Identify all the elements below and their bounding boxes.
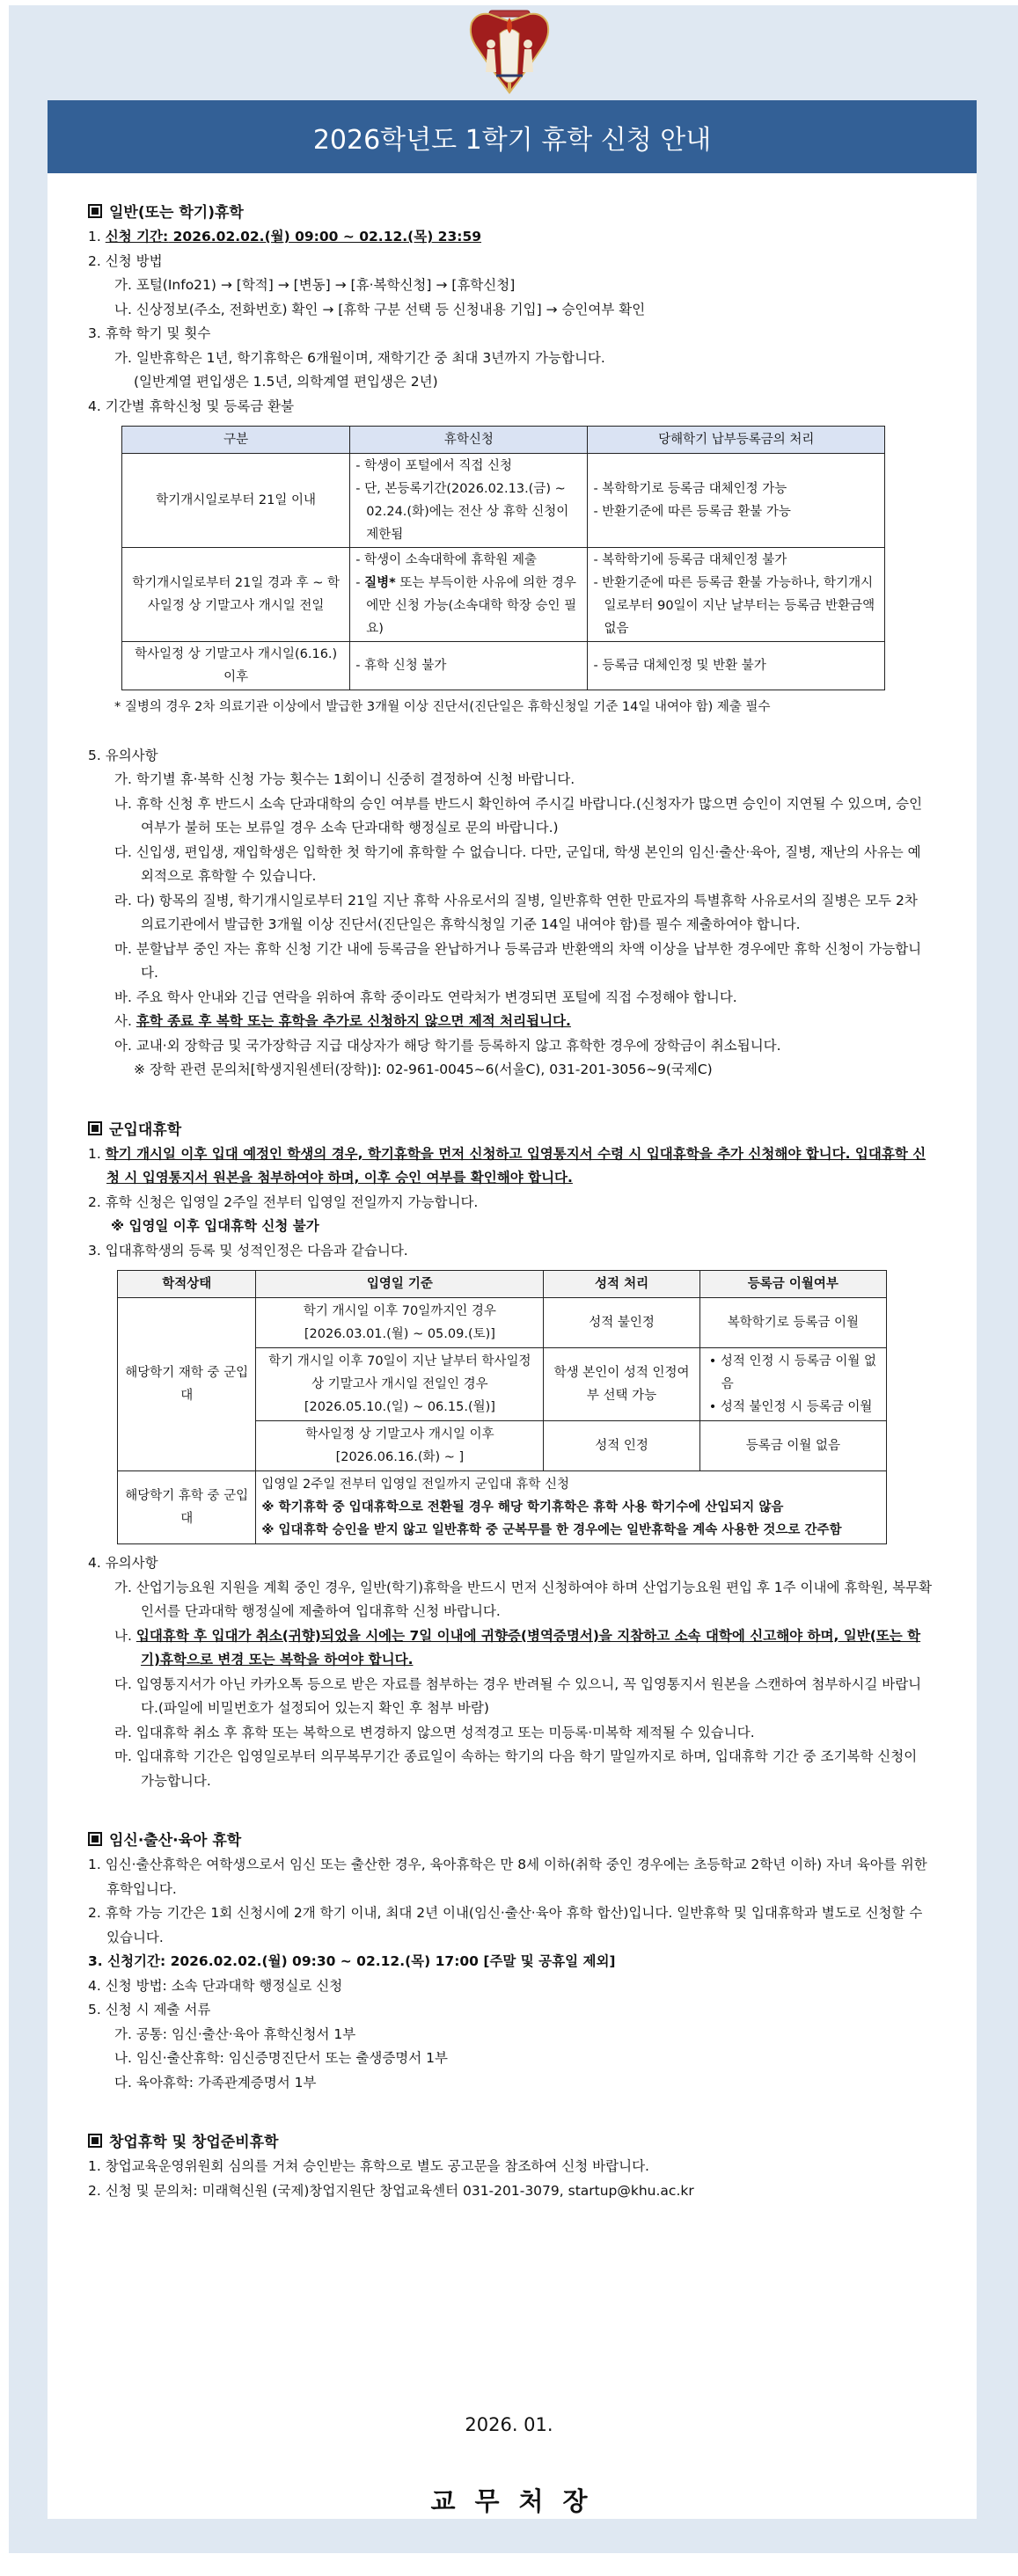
status-cell: 해당학기 재학 중 군입대 bbox=[118, 1298, 256, 1471]
page-title-banner bbox=[48, 100, 977, 173]
list-item bbox=[114, 792, 933, 841]
tuition-cell bbox=[699, 1348, 886, 1421]
period-cell: 학기개시일로부터 21일 이내 bbox=[122, 454, 350, 548]
item-number: 3. bbox=[88, 1242, 101, 1259]
item-text: 입대휴학 취소 후 휴학 또는 복학으로 변경하지 않으면 성적경고 또는 미등록·미복학 제적될 수 있습니다. bbox=[135, 1724, 755, 1740]
item-text: 산업기능요원 지원을 계획 중인 경우, 일반(학기)휴학을 반드시 먼저 신청하여야 하며 산업기능요원 편입 후 1주 이내에 휴학원, 복무확인서를 단과대학 행정실에 제출하여 입대휴학 신청 바랍니다. bbox=[135, 1579, 933, 1619]
list-item bbox=[114, 1721, 933, 1746]
contact-text: 신청 및 문의처: 미래혁신원 (국제)창업지원단 창업교육센터 031-201-3079, startup@khu.ac.kr bbox=[105, 2182, 694, 2199]
cell-line: - 복학학기로 등록금 대체인정 가능 bbox=[593, 482, 787, 496]
column-header: 입영일 기준 bbox=[256, 1271, 544, 1298]
item-text: 신청 시 제출 서류 bbox=[105, 2002, 211, 2018]
section-startup-leave bbox=[88, 2130, 933, 2203]
military-registration-table bbox=[117, 1270, 887, 1544]
tuition-cell: 복학학기로 등록금 이월 bbox=[699, 1298, 886, 1348]
section-heading bbox=[88, 201, 933, 225]
criteria-text: 학기 개시일 이후 70일이 지난 날부터 학사일정 상 기말고사 개시일 전일인 경우 bbox=[268, 1354, 531, 1391]
status-cell: 해당학기 휴학 중 군입대 bbox=[118, 1471, 256, 1544]
spacer bbox=[88, 2095, 933, 2130]
spacer bbox=[88, 1793, 933, 1828]
item-text: 입대휴학 기간은 입영일로부터 의무복무기간 종료일이 속하는 학기의 다음 학기 말일까지로 하며, 입대휴학 기간 중 조기복학 신청이 가능합니다. bbox=[135, 1748, 918, 1789]
cell-text: 또는 부득이한 사유에 의한 경우에만 신청 가능(소속대학 학장 승인 필요) bbox=[366, 576, 577, 636]
item-number: 5. bbox=[88, 747, 101, 763]
issue-date: 2026. 01. bbox=[465, 2414, 553, 2435]
table-row bbox=[122, 548, 885, 642]
tuition-cell bbox=[588, 642, 885, 690]
item-text: 학기별 휴·복학 신청 가능 횟수는 1회이니 신중히 결정하여 신청 바랍니다. bbox=[135, 771, 575, 787]
section-title-text: 군입대휴학 bbox=[109, 1120, 182, 1139]
table-row bbox=[118, 1471, 887, 1544]
item-text: 임신·출산휴학은 여학생으로서 임신 또는 출산한 경우, 육아휴학은 만 8세 이하(취학 중인 경우에는 초등학교 2학년 이하) 자녀 육아를 위한 휴학입니다. bbox=[105, 1857, 927, 1897]
item-mark: 바. bbox=[114, 989, 132, 1005]
item-mark: 가. bbox=[114, 277, 132, 293]
item-text: 일반휴학은 1년, 학기휴학은 6개월이며, 재학기간 중 최대 3년까지 가능합니다. bbox=[135, 349, 605, 366]
criteria-text: 학사일정 상 기말고사 개시일 이후 bbox=[305, 1427, 494, 1441]
item-text: 입대휴학생의 등록 및 성적인정은 다음과 같습니다. bbox=[105, 1242, 408, 1259]
list-item bbox=[88, 1998, 933, 2023]
list-item bbox=[114, 938, 933, 986]
item-text: 임신·출산휴학: 임신증명진단서 또는 출생증명서 1부 bbox=[135, 2050, 448, 2066]
item-mark: 나. bbox=[114, 301, 132, 317]
cautions-heading bbox=[88, 1551, 933, 1576]
refund-heading bbox=[88, 395, 933, 420]
period-value: 2026.02.02.(월) 09:00 ~ 02.12.(목) 23:59 bbox=[168, 229, 482, 244]
grade-cell: 성적 불인정 bbox=[544, 1298, 699, 1348]
item-mark: 마. bbox=[114, 1748, 132, 1764]
period-cell: 학사일정 상 기말고사 개시일(6.16.) 이후 bbox=[122, 642, 350, 690]
item-mark: 라. bbox=[114, 1724, 132, 1740]
list-item bbox=[88, 1191, 933, 1215]
tuition-cell bbox=[588, 548, 885, 642]
list-item bbox=[88, 1974, 933, 1999]
item-text: 공통: 임신·출산·육아 휴학신청서 1부 bbox=[135, 2025, 356, 2042]
item-text: 분할납부 중인 자는 휴학 신청 기간 내에 등록금을 완납하거나 등록금과 반환액의 차액 이상을 납부한 경우에만 휴학 신청이 가능합니다. bbox=[135, 940, 922, 981]
column-header: 등록금 이월여부 bbox=[699, 1271, 886, 1298]
list-item bbox=[114, 768, 933, 792]
square-bullet-icon bbox=[88, 1121, 102, 1135]
item-number: 2. bbox=[88, 1905, 101, 1921]
item-text: 신입생, 편입생, 재입학생은 입학한 첫 학기에 휴학할 수 없습니다. 다만, 군입대, 학생 본인의 임신·출산·육아, 질병, 재난의 사유는 예외적으로 휴학할 수 있습니다. bbox=[135, 843, 921, 884]
apply-cell bbox=[350, 454, 588, 548]
item-mark: 다. bbox=[114, 1675, 132, 1692]
item-mark: 가. bbox=[114, 2025, 132, 2042]
application-period bbox=[88, 225, 933, 250]
grade-cell: 성적 인정 bbox=[544, 1421, 699, 1471]
square-bullet-icon bbox=[88, 204, 102, 218]
list-item bbox=[114, 986, 933, 1011]
expulsion-warning: 휴학 종료 후 복학 또는 휴학을 추가로 신청하지 않으면 제적 처리됩니다. bbox=[135, 1013, 571, 1029]
list-item bbox=[114, 1673, 933, 1721]
section-heading bbox=[88, 2130, 933, 2155]
date-range: [2026.05.10.(일) ~ 06.15.(월)] bbox=[304, 1400, 495, 1414]
list-item bbox=[114, 1624, 933, 1673]
list-item bbox=[114, 274, 933, 298]
table-header-row bbox=[122, 427, 885, 454]
list-item bbox=[114, 889, 933, 938]
tuition-cell: 등록금 이월 없음 bbox=[699, 1421, 886, 1471]
table-row bbox=[122, 454, 885, 548]
item-mark: 사. bbox=[114, 1013, 132, 1029]
item-text: 휴학 가능 기간은 1회 신청시에 2개 학기 이내, 최대 2년 이내(임신·출산·육아 휴학 합산)입니다. 일반휴학 및 입대휴학과 별도로 신청할 수 있습니다. bbox=[105, 1905, 923, 1945]
list-item bbox=[114, 1034, 933, 1059]
list-item bbox=[114, 1576, 933, 1624]
cautions-heading bbox=[88, 744, 933, 769]
item-number: 5. bbox=[88, 2002, 101, 2018]
square-bullet-icon bbox=[88, 1832, 102, 1846]
item-number: 4. bbox=[88, 398, 101, 414]
criteria-cell bbox=[256, 1298, 544, 1348]
transfer-student-note: (일반계열 편입생은 1.5년, 의학계열 편입생은 2년) bbox=[134, 374, 438, 390]
item-text: 육아휴학: 가족관계증명서 1부 bbox=[135, 2074, 317, 2091]
item-mark: 나. bbox=[114, 795, 132, 812]
criteria-cell bbox=[256, 1421, 544, 1471]
section-title-text: 일반(또는 학기)휴학 bbox=[109, 204, 244, 222]
column-header: 구분 bbox=[122, 427, 350, 454]
section-title-text: 임신·출산·육아 휴학 bbox=[109, 1832, 242, 1850]
item-number: 1. bbox=[88, 1145, 101, 1162]
table-row bbox=[122, 642, 885, 690]
bullet-item: • 성적 불인정 시 등록금 이월 bbox=[708, 1400, 873, 1414]
item-mark: 다. bbox=[114, 2074, 132, 2091]
period-label-value bbox=[106, 229, 481, 244]
item-text: 교내·외 장학금 및 국가장학금 지급 대상자가 해당 학기를 등록하지 않고 휴학한 경우에 장학금이 취소됩니다. bbox=[135, 1037, 781, 1054]
item-number: 2. bbox=[88, 252, 101, 269]
tuition-cell bbox=[588, 454, 885, 548]
column-header: 휴학신청 bbox=[350, 427, 588, 454]
table-row bbox=[118, 1298, 887, 1348]
section-heading bbox=[88, 1828, 933, 1853]
section-title-text: 창업휴학 및 창업준비휴학 bbox=[109, 2134, 279, 2151]
item-text: 주요 학사 안내와 긴급 연락을 위하여 휴학 중이라도 연락처가 변경되면 포털에 직접 수정해야 합니다. bbox=[135, 989, 737, 1005]
list-item bbox=[114, 1010, 933, 1034]
cell-line: - 반환기준에 따른 등록금 환불 가능하나, 학기개시일로부터 90일이 지난 날부터는 등록금 반환금액 없음 bbox=[593, 576, 875, 636]
item-number: 3. bbox=[88, 325, 101, 341]
item-number: 4. bbox=[88, 1555, 101, 1571]
apply-cell bbox=[350, 642, 588, 690]
period-label: 신청 기간: bbox=[105, 229, 169, 244]
item-label: 유의사항 bbox=[105, 747, 158, 763]
cell-line: - 학생이 소속대학에 휴학원 제출 bbox=[355, 553, 538, 567]
item-number: 4. bbox=[88, 1977, 101, 1994]
no-application-after-enlistment-note: ※ 입영일 이후 입대휴학 신청 불가 bbox=[111, 1218, 319, 1234]
leave-terms bbox=[88, 322, 933, 347]
spacer bbox=[88, 720, 933, 744]
item-number: 2. bbox=[88, 2182, 101, 2199]
list-item bbox=[114, 1745, 933, 1793]
cell-line: - 복학학기에 등록금 대체인정 불가 bbox=[593, 553, 787, 567]
illness-emphasis: 질병* bbox=[364, 576, 396, 590]
list-item bbox=[114, 298, 933, 323]
bullet-item: • 성적 인정 시 등록금 이월 없음 bbox=[708, 1354, 877, 1391]
item-mark: 가. bbox=[114, 771, 132, 787]
item-mark: 가. bbox=[114, 1579, 132, 1595]
list-item bbox=[114, 2047, 933, 2071]
criteria-text: 학기 개시일 이후 70일까지인 경우 bbox=[303, 1304, 496, 1318]
item-number: 1. bbox=[88, 2158, 101, 2174]
list-item bbox=[88, 1239, 933, 1264]
university-emblem-icon bbox=[465, 7, 554, 95]
military-procedure-emphasis: 학기 개시일 이후 입대 예정인 학생의 경우, 학기휴학을 먼저 신청하고 입영통지서 수령 시 입대휴학을 추가 신청해야 합니다. 입대휴학 신청 시 입영통지서 원본을 첨부하여야 하며, 이후 승인 여부를 확인해야 합니다. bbox=[105, 1145, 926, 1186]
cell-line: - 휴학 신청 불가 bbox=[355, 659, 447, 673]
item-mark: 다. bbox=[114, 843, 132, 860]
bullet-text: 성적 인정 시 등록금 이월 없음 bbox=[720, 1354, 877, 1391]
item-text: 창업교육운영위원회 심의를 거쳐 승인받는 휴학으로 별도 공고문을 참조하여 신청 바랍니다. bbox=[105, 2158, 649, 2174]
section-general-leave bbox=[88, 201, 933, 1083]
item-number: 1. bbox=[88, 229, 101, 244]
spacer bbox=[88, 1083, 933, 1118]
cancellation-warning: 입대휴학 후 입대가 취소(귀향)되었을 시에는 7일 이내에 귀향증(병역증명서)을 지참하고 소속 대학에 신고해야 하며, 일반(또는 학기)휴학으로 변경 또는 복학을 하여야 합니다. bbox=[135, 1627, 921, 1667]
section-parental-leave bbox=[88, 1828, 933, 2095]
list-item bbox=[88, 2155, 933, 2179]
cell-line: - 질병* 또는 부득이한 사유에 의한 경우에만 신청 가능(소속대학 학장 승인 필요) bbox=[355, 576, 577, 636]
list-item bbox=[114, 2023, 933, 2047]
cell-line: - 학생이 포털에서 직접 신청 bbox=[355, 459, 513, 473]
illness-footnote: * 질병의 경우 2차 의료기관 이상에서 발급한 3개월 이상 진단서(진단일은 휴학신청일 기준 14일 내여야 함) 제출 필수 bbox=[114, 700, 771, 714]
item-mark: 아. bbox=[114, 1037, 132, 1054]
period-cell: 학기개시일로부터 21일 경과 후 ~ 학사일정 상 기말고사 개시일 전일 bbox=[122, 548, 350, 642]
parental-period-text: 신청기간: 2026.02.02.(월) 09:30 ~ 02.12.(목) 17:00 [주말 및 공휴일 제외] bbox=[107, 1953, 616, 1969]
grade-cell: 학생 본인이 성적 인정여부 선택 가능 bbox=[544, 1348, 699, 1421]
leave-during-term-cell bbox=[256, 1471, 887, 1544]
cell-note: ※ 학기휴학 중 입대휴학으로 전환될 경우 해당 학기휴학은 휴학 사용 학기수에 산입되지 않음 bbox=[261, 1500, 784, 1514]
item-label: 기간별 휴학신청 및 등록금 환불 bbox=[105, 398, 295, 414]
item-label: 휴학 학기 및 횟수 bbox=[105, 325, 211, 341]
list-item bbox=[114, 841, 933, 889]
apply-cell bbox=[350, 548, 588, 642]
document-content bbox=[88, 201, 933, 2203]
item-mark: 가. bbox=[114, 349, 132, 366]
page-title: 2026학년도 1학기 휴학 신청 안내 bbox=[312, 124, 712, 156]
list-item bbox=[114, 2071, 933, 2096]
issuer-signature: 교무처장 bbox=[430, 2486, 607, 2516]
table-header-row bbox=[118, 1271, 887, 1298]
column-header: 당해학기 납부등록금의 처리 bbox=[588, 427, 885, 454]
item-mark: 나. bbox=[114, 1627, 132, 1644]
column-header: 학적상태 bbox=[118, 1271, 256, 1298]
column-header: 성적 처리 bbox=[544, 1271, 699, 1298]
item-text: 휴학 신청은 입영일 2주일 전부터 입영일 전일까지 가능합니다. bbox=[105, 1193, 479, 1210]
cell-line: - 등록금 대체인정 및 반환 불가 bbox=[593, 659, 766, 673]
item-number: 2. bbox=[88, 1193, 101, 1210]
bullet-text: 성적 불인정 시 등록금 이월 bbox=[720, 1400, 873, 1414]
list-item bbox=[88, 1950, 933, 1974]
section-military-leave bbox=[88, 1118, 933, 1794]
cell-text: 입영일 2주일 전부터 입영일 전일까지 군입대 휴학 신청 bbox=[261, 1478, 570, 1492]
application-method bbox=[88, 250, 933, 274]
item-text: 휴학 신청 후 반드시 소속 단과대학의 승인 여부를 반드시 확인하여 주시길 바랍니다.(신청자가 많으면 승인이 지연될 수 있으며, 승인 여부가 불허 또는 보류일 경우 소속 단과대학 행정실로 문의 바랍니다.) bbox=[135, 795, 923, 836]
cell-line: - 반환기준에 따른 등록금 환불 가능 bbox=[593, 505, 791, 519]
item-mark: 나. bbox=[114, 2050, 132, 2066]
portal-path-text: 포털(Info21) → [학적] → [변동] → [휴·복학신청] → [휴학신청] bbox=[135, 277, 516, 293]
list-item bbox=[88, 1901, 933, 1950]
item-mark: 라. bbox=[114, 892, 132, 909]
item-label: 유의사항 bbox=[105, 1555, 158, 1571]
criteria-cell bbox=[256, 1348, 544, 1421]
square-bullet-icon bbox=[88, 2134, 102, 2148]
item-mark: 마. bbox=[114, 940, 132, 957]
item-text: 입영통지서가 아닌 카카오톡 등으로 받은 자료를 첨부하는 경우 반려될 수 있으니, 꼭 입영통지서 원본을 스캔하여 첨부하시길 바랍니다.(파일에 비밀번호가 설정되어 있는지 확인 후 첨부 바람) bbox=[135, 1675, 922, 1716]
item-number: 3. bbox=[88, 1953, 103, 1969]
cell-note: ※ 입대휴학 승인을 받지 않고 일반휴학 중 군복무를 한 경우에는 일반휴학을 계속 사용한 것으로 간주함 bbox=[261, 1523, 842, 1537]
list-item bbox=[88, 1142, 933, 1191]
item-text: 다) 항목의 질병, 학기개시일로부터 21일 지난 휴학 사유로서의 질병, 일반휴학 연한 만료자의 특별휴학 사유로서의 질병은 모두 2차 의료기관에서 발급한 3개월 이상 진단서(진단일은 휴학식청일 기준 14일 내여야 함)를 필수 제출하여야 합니다. bbox=[135, 892, 918, 932]
list-item bbox=[88, 2179, 933, 2204]
date-range: [2026.06.16.(화) ~ ] bbox=[335, 1450, 465, 1464]
section-heading bbox=[88, 1118, 933, 1142]
list-item bbox=[114, 347, 933, 371]
list-item bbox=[88, 1853, 933, 1901]
date-range: [2026.03.01.(월) ~ 05.09.(토)] bbox=[304, 1327, 495, 1341]
item-text: 신청 방법: 소속 단과대학 행정실로 신청 bbox=[105, 1977, 343, 1994]
refund-table bbox=[121, 426, 885, 690]
item-number: 1. bbox=[88, 1857, 101, 1872]
cell-line: - 단, 본등록기간(2026.02.13.(금) ~ 02.24.(화)에는 전산 상 휴학 신청이 제한됨 bbox=[355, 482, 569, 542]
item-label: 신청 방법 bbox=[105, 252, 163, 269]
scholarship-contact-note: ※ 장학 관련 문의처[학생지원센터(장학)]: 02-961-0045~6(서울C), 031-201-3056~9(국제C) bbox=[134, 1062, 713, 1077]
item-text: 신상정보(주소, 전화번호) 확인 → [휴학 구분 선택 등 신청내용 기입] → 승인여부 확인 bbox=[135, 301, 646, 317]
